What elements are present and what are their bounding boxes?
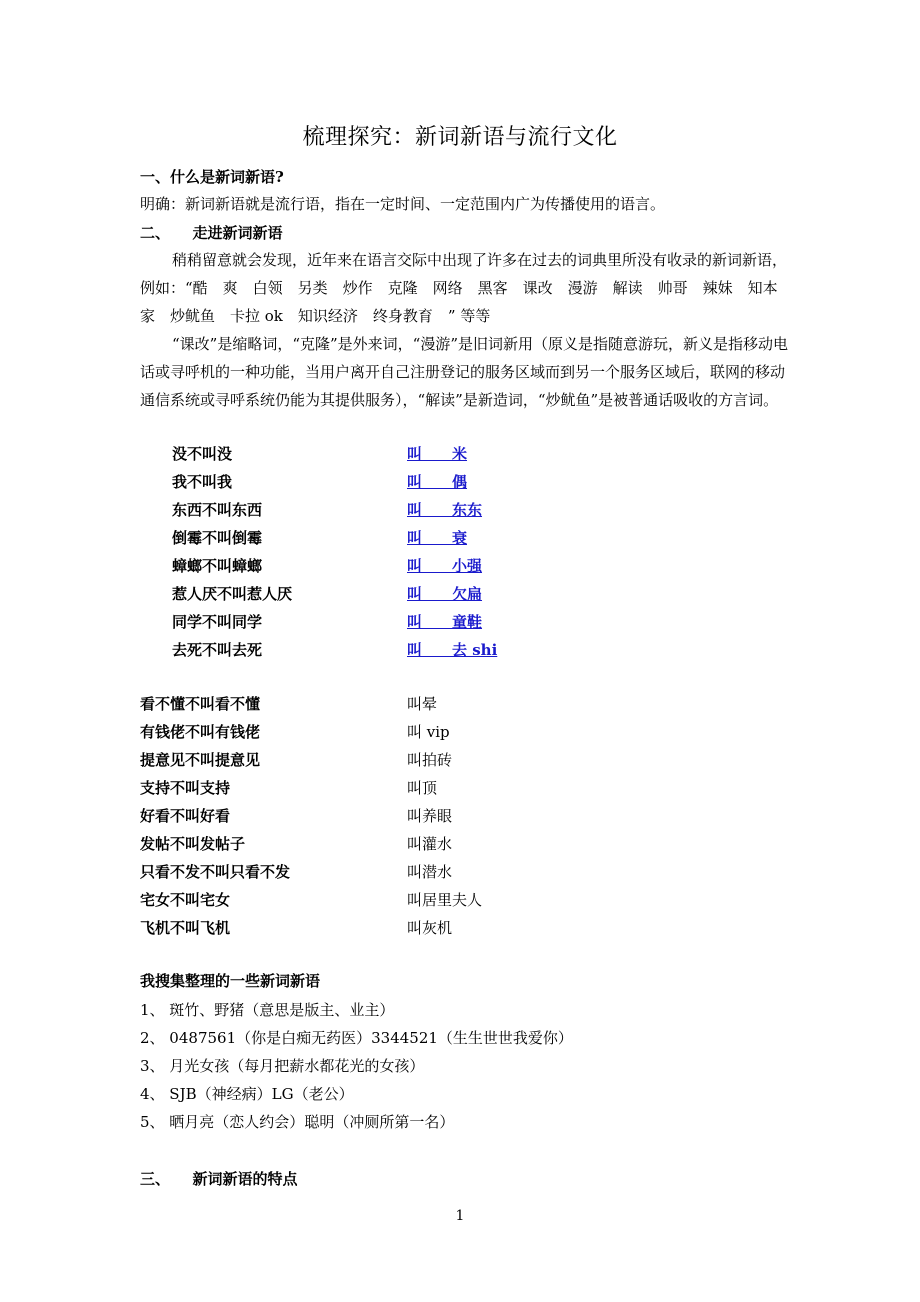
list-b-right: 叫 vip — [407, 723, 450, 741]
list-item: 2、 0487561（你是白痴无药医）3344521（生生世世我爱你） — [140, 1029, 573, 1047]
list-a-left: 没不叫没 — [172, 445, 233, 463]
list-item: 3、 月光女孩（每月把薪水都花光的女孩） — [140, 1057, 425, 1075]
list-a-link[interactable]: 叫 欠扁 — [407, 585, 483, 603]
list-b-left: 支持不叫支持 — [140, 779, 231, 797]
list-a-left: 同学不叫同学 — [172, 613, 263, 631]
list-a-link[interactable]: 叫 衰 — [407, 529, 468, 547]
collection-heading: 我搜集整理的一些新词新语 — [140, 972, 321, 990]
list-b-left: 有钱佬不叫有钱佬 — [140, 723, 261, 741]
list-item: 4、 SJB（神经病）LG（老公） — [140, 1085, 354, 1103]
list-b-left: 提意见不叫提意见 — [140, 751, 261, 769]
list-a-left: 倒霉不叫倒霉 — [172, 529, 263, 547]
page-number: 1 — [455, 1208, 465, 1224]
list-item: 5、 晒月亮（恋人约会）聪明（冲厕所第一名） — [140, 1113, 455, 1131]
list-a-link[interactable]: 叫 东东 — [407, 501, 483, 519]
section1-text: 明确：新词新语就是流行语，指在一定时间、一定范围内广为传播使用的语言。 — [140, 195, 666, 213]
list-a-left: 惹人厌不叫惹人厌 — [172, 585, 293, 603]
list-b-right: 叫潜水 — [407, 863, 453, 881]
list-b-left: 发帖不叫发帖子 — [140, 835, 246, 853]
section1-heading: 一、什么是新词新语? — [140, 168, 284, 186]
list-b-right: 叫灰机 — [407, 919, 453, 937]
list-b-left: 看不懂不叫看不懂 — [140, 695, 261, 713]
list-b-right: 叫居里夫人 — [407, 891, 483, 909]
page-title: 梳理探究：新词新语与流行文化 — [302, 125, 618, 150]
list-b-right: 叫晕 — [407, 695, 438, 713]
list-a-link[interactable]: 叫 去 shi — [407, 641, 498, 659]
list-b-right: 叫拍砖 — [407, 751, 453, 769]
list-a-left: 去死不叫去死 — [172, 641, 263, 659]
list-item: 1、 斑竹、野猪（意思是版主、业主） — [140, 1001, 395, 1019]
section2-heading: 二、 走进新词新语 — [140, 224, 283, 242]
list-a-left: 蟑螂不叫蟑螂 — [172, 557, 263, 575]
list-b-right: 叫灌水 — [407, 835, 453, 853]
list-a-link[interactable]: 叫 童鞋 — [407, 613, 483, 631]
list-b-left: 飞机不叫飞机 — [140, 919, 231, 937]
list-a-left: 东西不叫东西 — [172, 501, 263, 519]
section2-paragraph-1: 稍稍留意就会发现，近年来在语言交际中出现了许多在过去的词典里所没有收录的新词新语，例如：“酷 爽 白领 另类 炒作 克隆 网络 黑客 课改 漫游 解读 帅哥 辣妹 知本家 炒鱿鱼 卡拉 ok 知识经济 终身教育 ” 等等 — [140, 251, 788, 325]
section3-heading: 三、 新词新语的特点 — [140, 1170, 298, 1188]
list-a-link[interactable]: 叫 偶 — [407, 473, 468, 491]
section2-paragraph-2: “课改”是缩略词，“克隆”是外来词，“漫游”是旧词新用（原义是指随意游玩，新义是指移动电话或寻呼机的一种功能，当用户离开自己注册登记的服务区域而到另一个服务区域后，联网的移动通信系统或寻呼系统仍能为其提供服务），“解读”是新造词，“炒鱿鱼”是被普通话吸收的方言词。 — [140, 335, 789, 409]
list-a-link[interactable]: 叫 小强 — [407, 557, 483, 575]
list-b-left: 只看不发不叫只看不发 — [140, 863, 291, 881]
list-b-left: 宅女不叫宅女 — [140, 891, 231, 909]
list-b-left: 好看不叫好看 — [140, 807, 231, 825]
list-b-right: 叫养眼 — [407, 807, 453, 825]
list-a-link[interactable]: 叫 米 — [407, 445, 468, 463]
list-b-right: 叫顶 — [407, 779, 438, 797]
list-a-left: 我不叫我 — [172, 473, 233, 491]
